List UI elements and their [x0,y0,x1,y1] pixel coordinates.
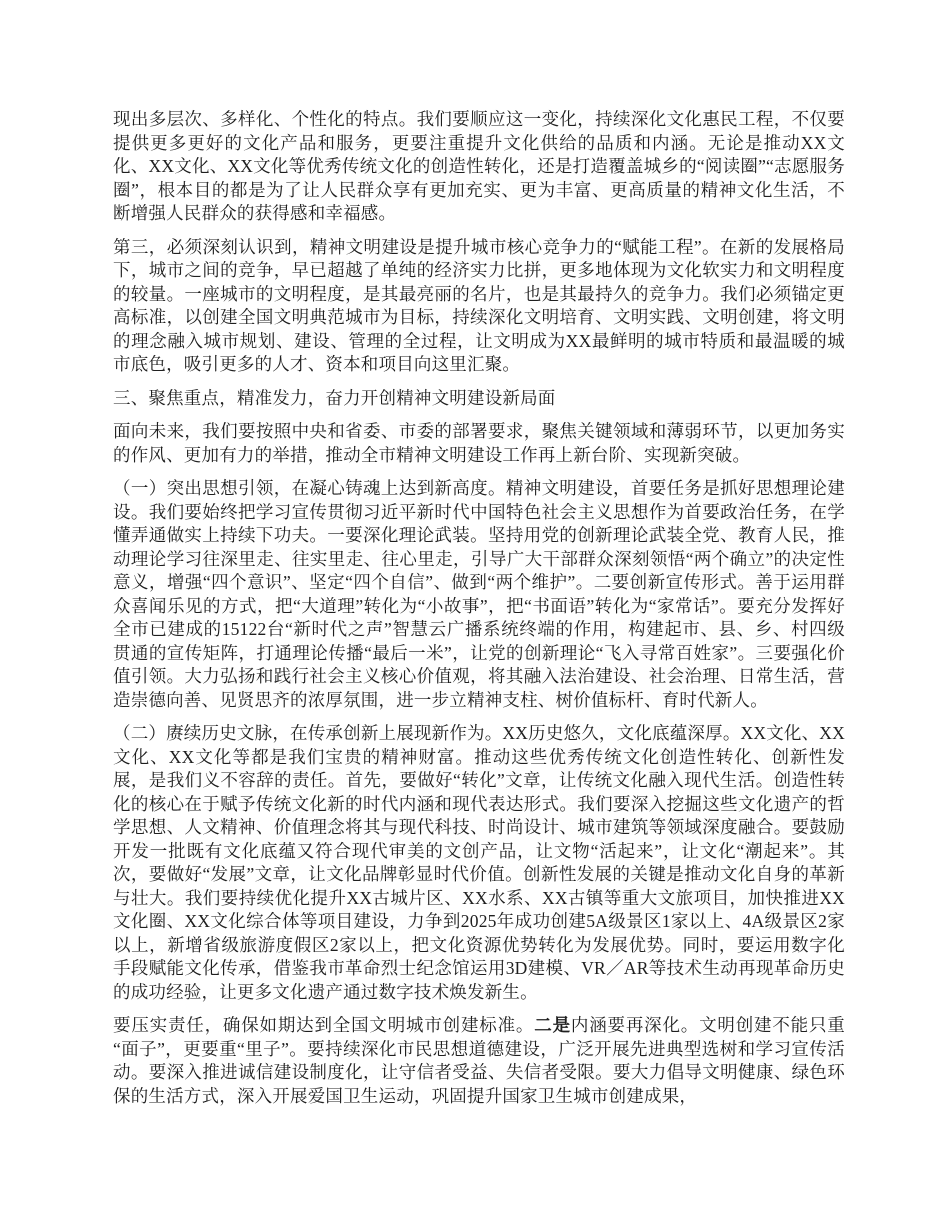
paragraph-responsibility-civilized-city [113,1014,845,1108]
bold-text-run: 二是 [534,1015,571,1035]
paragraph-future-outlook: 面向未来，我们要按照中央和省委、市委的部署要求，聚焦关键领域和薄弱环节，以更加务实的作风、更加有力的举措，推动全市精神文明建设工作再上新台阶、实现新突破。 [113,421,845,465]
paragraph-item-two-heritage: （二）赓续历史文脉，在传承创新上展现新作为。XX历史悠久，文化底蕴深厚。XX文化、XX文化、XX文化等都是我们宝贵的精神财富。推动这些优秀传统文化创造性转化、创新性发展，是我们义不容辞的责任。首先，要做好“转化”文章，让传统文化融入现代生活。创造性转化的核心在于赋予传统文化新的时代内涵和现代表达形式。我们要深入挖掘这些文化遗产的哲学思想、人文精神、价值理念将其与现代科技、时尚设计、城市建筑等领域深度融合。要鼓励开发一批既有文化底蕴又符合现代审美的文创产品，让文物“活起来”，让文化“潮起来”。其次，要做好“发展”文章，让文化品牌彰显时代价值。创新性发展的关键是推动文化自身的革新与壮大。我们要持续优化提升XX古城片区、XX水系、XX古镇等重大文旅项目，加快推进XX文化圈、XX文化综合体等项目建设，力争到2025年成功创建5A级景区1家以上、4A级景区2家以上，新增省级旅游度假区2家以上，把文化资源优势转化为发展优势。同时，要运用数字化手段赋能文化传承，借鉴我市革命烈士纪念馆运用3D建模、VR／AR等技术生动再现革命历史的成功经验，让更多文化遗产通过数字技术焕发新生。 [113,723,845,1002]
text-run: 要压实责任，确保如期达到全国文明城市创建标准。 [113,1015,535,1035]
paragraph-item-one-ideology: （一）突出思想引领，在凝心铸魂上达到新高度。精神文明建设，首要任务是抓好思想理论建设。我们要始终把学习宣传贯彻习近平新时代中国特色社会主义思想作为首要政治任务，在学懂弄通做实上持续下功夫。一要深化理论武装。坚持用党的创新理论武装全党、教育人民，推动理论学习往深里走、往实里走、往心里走，引导广大干部群众深刻领悟“两个确立”的决定性意义，增强“四个意识”、坚定“四个自信”、做到“两个维护”。二要创新宣传形式。善于运用群众喜闻乐见的方式，把“大道理”转化为“小故事”，把“书面语”转化为“家常话”。要充分发挥好全市已建成的15122台“新时代之声”智慧云广播系统终端的作用，构建起市、县、乡、村四级贯通的宣传矩阵，打通理论传播“最后一米”，让党的创新理论“飞入寻常百姓家”。三要强化价值引领。大力弘扬和践行社会主义核心价值观，将其融入法治建设、社会治理、日常生活，营造崇德向善、见贤思齐的浓厚氛围，进一步立精神支柱、树价值标杆、育时代新人。 [113,478,845,710]
section-heading-three: 三、聚焦重点，精准发力，奋力开创精神文明建设新局面 [113,387,556,408]
paragraph-third-point-competitiveness: 第三，必须深刻认识到，精神文明建设是提升城市核心竞争力的“赋能工程”。在新的发展格局下，城市之间的竞争，早已超越了单纯的经济实力比拼，更多地体现为文化软实力和文明程度的较量。一座城市的文明程度，是其最亮丽的名片，也是其最持久的竞争力。我们必须锚定更高标准，以创建全国文明典范城市为目标，持续深化文明培育、文明实践、文明创建，将文明的理念融入城市规划、建设、管理的全过程，让文明成为XX最鲜明的城市特质和最温暖的城市底色，吸引更多的人才、资本和项目向这里汇聚。 [113,236,845,374]
paragraph-culture-supply: 现出多层次、多样化、个性化的特点。我们要顺应这一变化，持续深化文化惠民工程，不仅要提供更多更好的文化产品和服务，更要注重提升文化供给的品质和内涵。无论是推动XX文化、XX文化、XX文化等优秀传统文化的创造性转化，还是打造覆盖城乡的“阅读圈”“志愿服务圈”，根本目的都是为了让人民群众享有更加充实、更为丰富、更高质量的精神文化生活，不断增强人民群众的获得感和幸福感。 [113,109,845,223]
text-run: 内涵要再深化。文明创建不能只重“面子”，更要重“里子”。要持续深化市民思想道德建设，广泛开展先进典型选树和学习宣传活动。要深入推进诚信建设制度化，让守信者受益、失信者受限。要大力倡导文明健康、绿色环保的生活方式，深入开展爱国卫生运动，巩固提升国家卫生城市创建成果， [113,1015,845,1106]
